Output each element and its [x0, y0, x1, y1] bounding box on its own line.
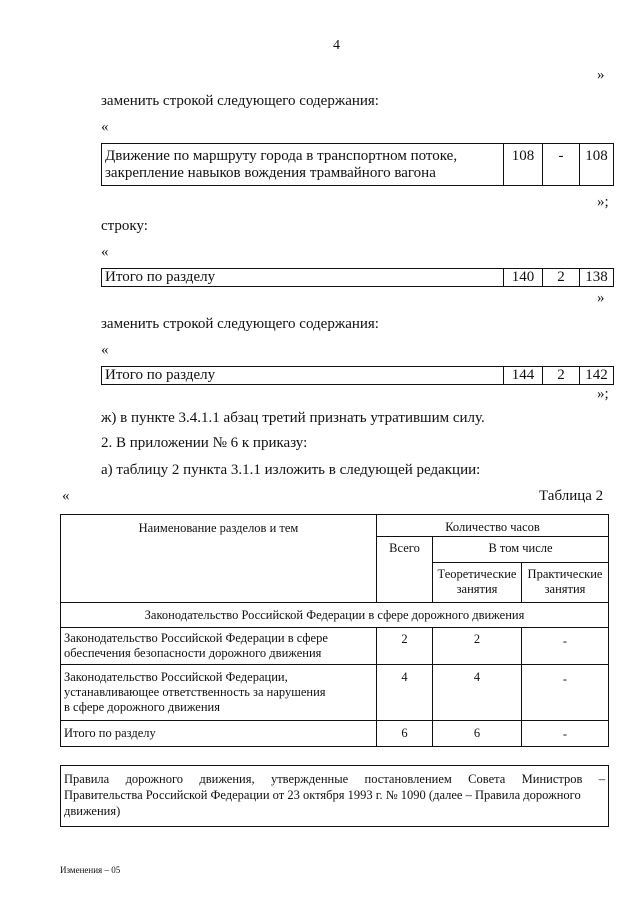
row-total-old-theory: 2	[543, 269, 580, 287]
row-total-old-table	[101, 268, 614, 287]
table-row	[61, 628, 609, 665]
header-hours: Количество часов	[377, 515, 609, 537]
row-movement-practice: 108	[580, 144, 614, 186]
closing-quote-semicolon: »;	[597, 194, 609, 210]
row-total-new-practice: 142	[580, 367, 614, 385]
row-total: 4	[377, 665, 433, 721]
row-practice: -	[522, 665, 609, 721]
row-theory: 6	[433, 721, 522, 747]
closing-quote: »	[597, 290, 605, 306]
header-including: В том числе	[433, 537, 609, 563]
row-practice: -	[522, 628, 609, 665]
closing-quote-semicolon: »;	[597, 386, 609, 402]
row-total-new-table	[101, 366, 614, 385]
row-movement-theory: -	[543, 144, 580, 186]
section-title: Законодательство Российской Федерации в сфере дорожного движения	[61, 603, 609, 628]
replace-with-line-2: заменить строкой следующего содержания:	[101, 316, 379, 332]
footer: Изменения – 05	[60, 865, 121, 875]
row-name: Законодательство Российской Федерации, устанавливающее ответственность за нарушения в сфере дорожного движения	[61, 665, 377, 721]
closing-quote: »	[597, 67, 605, 83]
row-movement-total: 108	[504, 144, 543, 186]
row-movement-text: Движение по маршруту города в транспортном потоке, закрепление навыков вождения трамвайного вагона	[102, 144, 504, 186]
row-total-new-total: 144	[504, 367, 543, 385]
opening-quote: «	[101, 244, 109, 260]
row-name: Итого по разделу	[61, 721, 377, 747]
row-theory: 4	[433, 665, 522, 721]
table-row	[61, 721, 609, 747]
row-total-old-text: Итого по разделу	[102, 269, 504, 287]
line-label: строку:	[101, 218, 148, 234]
replace-with-line: заменить строкой следующего содержания:	[101, 93, 379, 109]
row-name: Законодательство Российской Федерации в сфере обеспечения безопасности дорожного движения	[61, 628, 377, 665]
paragraph-zh: ж) в пункте 3.4.1.1 абзац третий признать утратившим силу.	[101, 410, 485, 426]
row-total-old-practice: 138	[580, 269, 614, 287]
opening-quote: «	[101, 342, 109, 358]
paragraph-a: а) таблицу 2 пункта 3.1.1 изложить в следующей редакции:	[101, 462, 481, 478]
row-total-old-total: 140	[504, 269, 543, 287]
opening-quote: «	[101, 119, 109, 135]
row-theory: 2	[433, 628, 522, 665]
header-theory: Теоретические занятия	[433, 563, 522, 603]
page-number: 4	[333, 38, 340, 53]
row-movement-table	[101, 143, 614, 186]
table-row	[61, 665, 609, 721]
row-total: 6	[377, 721, 433, 747]
row-practice: -	[522, 721, 609, 747]
row-total-new-theory: 2	[543, 367, 580, 385]
header-name: Наименование разделов и тем	[61, 515, 377, 603]
header-practice: Практические занятия	[522, 563, 609, 603]
table-2	[60, 514, 609, 747]
opening-quote: «	[62, 488, 70, 504]
row-total-new-text: Итого по разделу	[102, 367, 504, 385]
header-total: Всего	[377, 537, 433, 603]
rules-box: Правила дорожного движения, утвержденные постановлением Совета Министров – Правительства Российской Федерации от 23 октября 1993 г. № 1090 (далее – Правила дорожного движения)	[60, 765, 609, 827]
table-label: Таблица 2	[539, 488, 604, 504]
paragraph-2: 2. В приложении № 6 к приказу:	[101, 435, 308, 451]
row-total: 2	[377, 628, 433, 665]
